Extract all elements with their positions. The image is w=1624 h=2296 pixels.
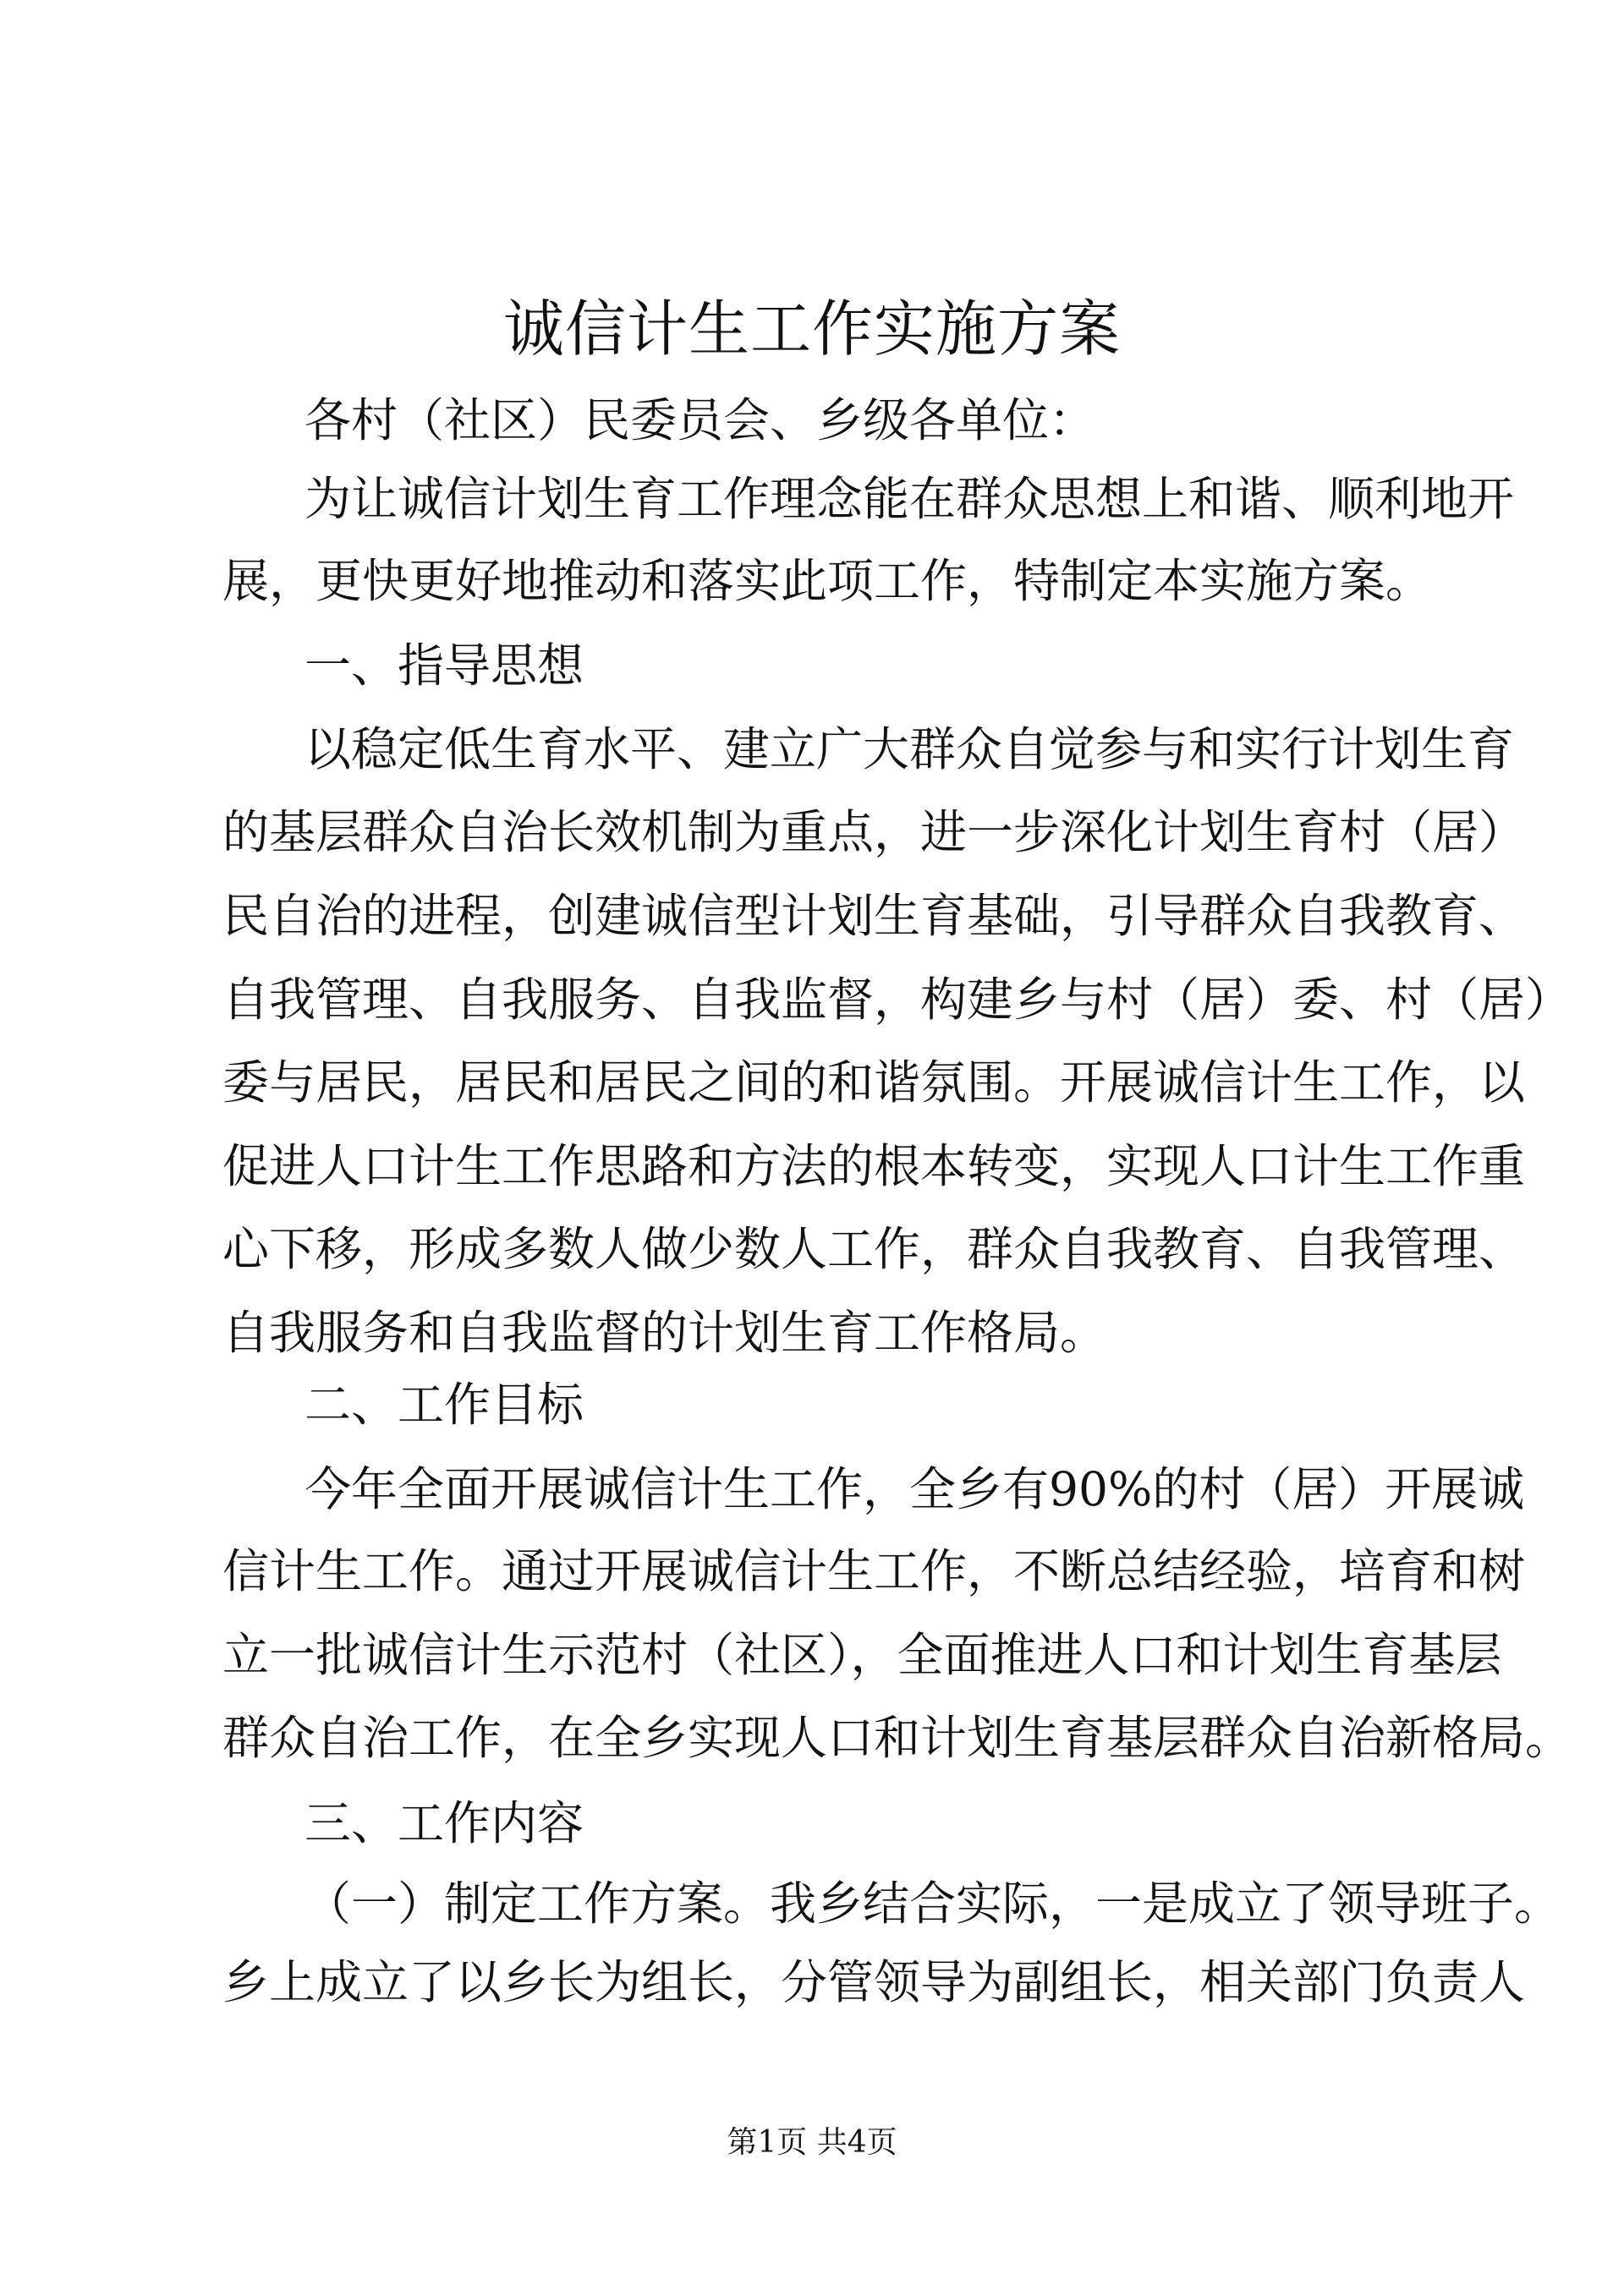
paragraph-5-line: 立一批诚信计生示范村（社区），全面推进人口和计划生育基层 <box>222 1628 1502 1682</box>
paragraph-4-line: 二、工作目标 <box>304 1378 584 1432</box>
paragraph-3-line: 自我服务和自我监督的计划生育工作格局。 <box>222 1306 1107 1360</box>
paragraph-7-line: 乡上成立了以乡长为组长，分管领导为副组长，相关部门负责人 <box>222 1955 1526 2009</box>
page-footer: 第1页 共4页 <box>727 2125 897 2160</box>
document-title: 诚信计生工作实施方案 <box>502 293 1121 364</box>
paragraph-3-line: 的基层群众自治长效机制为重点，进一步深化计划生育村（居） <box>222 805 1526 859</box>
paragraph-5-line: 今年全面开展诚信计生工作，全乡有90%的村（居）开展诚 <box>304 1462 1525 1516</box>
paragraph-3-line: 以稳定低生育水平、建立广大群众自觉参与和实行计划生育 <box>304 722 1515 776</box>
paragraph-1-line: 展，更快更好地推动和落实此项工作，特制定本实施方案。 <box>222 554 1433 608</box>
paragraph-3-line: 自我管理、自我服务、自我监督，构建乡与村（居）委、村（居） <box>222 973 1572 1027</box>
paragraph-0-line: 各村（社区）民委员会、乡级各单位： <box>304 393 1096 447</box>
paragraph-7-line: （一）制定工作方案。我乡结合实际，一是成立了领导班子。 <box>304 1877 1561 1931</box>
paragraph-1-line: 为让诚信计划生育工作理念能在群众思想上和谐、顺利地开 <box>304 472 1515 526</box>
paragraph-3-line: 委与居民，居民和居民之间的和谐氛围。开展诚信计生工作，以 <box>222 1055 1526 1110</box>
paragraph-3-line: 心下移，形成多数人做少数人工作，群众自我教育、自我管理、 <box>222 1222 1526 1276</box>
paragraph-3-line: 促进人口计生工作思路和方法的根本转变，实现人口计生工作重 <box>222 1139 1526 1193</box>
paragraph-2-line: 一、指导思想 <box>304 638 584 693</box>
paragraph-6-line: 三、工作内容 <box>304 1796 584 1850</box>
paragraph-5-line: 信计生工作。通过开展诚信计生工作，不断总结经验，培育和树 <box>222 1544 1526 1598</box>
paragraph-3-line: 民自治的进程，创建诚信型计划生育基础，引导群众自我教育、 <box>222 889 1526 943</box>
paragraph-5-line: 群众自治工作，在全乡实现人口和计划生育基层群众自治新格局。 <box>222 1711 1572 1765</box>
